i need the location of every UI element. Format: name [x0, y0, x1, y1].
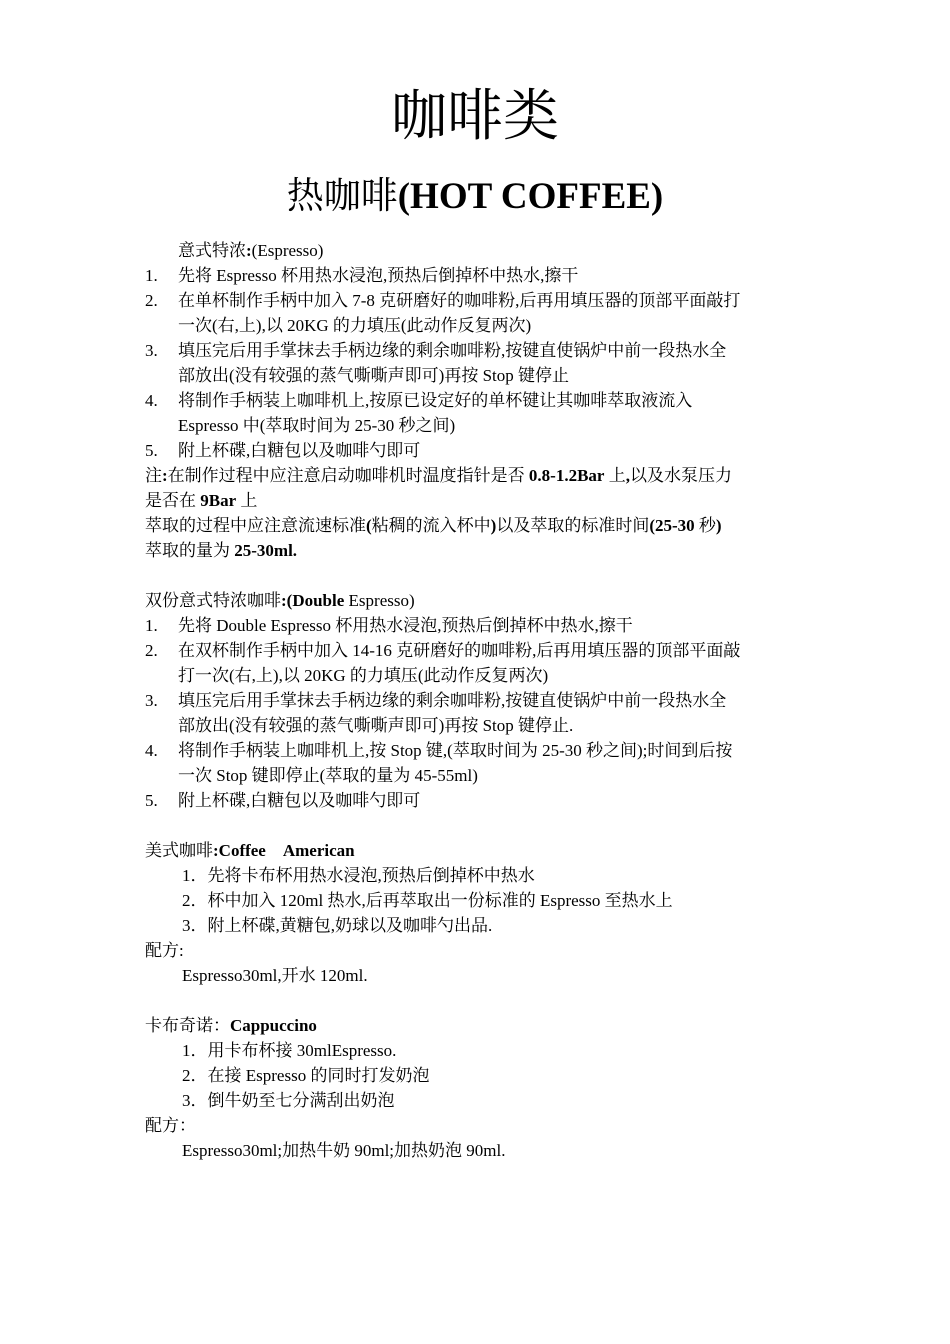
double-step-5-number: 5. [145, 791, 158, 810]
double-step-1-number: 1. [145, 616, 158, 635]
section-title-hot-coffee [0, 172, 950, 222]
double-step-4-number: 4. [145, 741, 158, 760]
espresso-step-2-line-1: 在单杯制作手柄中加入 7-8 克研磨好的咖啡粉,后再用填压器的顶部平面敲打 [178, 291, 741, 310]
espresso-step-3-number: 3. [145, 341, 158, 360]
espresso-note-line-3: 萃取的过程中应注意流速标准(粘稠的流入杯中)以及萃取的标准时间(25-30 秒) [145, 516, 722, 535]
espresso-step-2-number: 2. [145, 291, 158, 310]
espresso-note-line-4: 萃取的量为 25-30ml. [145, 541, 298, 560]
espresso-step-1-number: 1. [145, 266, 158, 285]
double-step-3-line-1: 填压完后用手掌抹去手柄边缘的剩余咖啡粉,按键直使锅炉中前一段热水全 [178, 691, 727, 710]
espresso-step-3-line-1: 填压完后用手掌抹去手柄边缘的剩余咖啡粉,按键直使锅炉中前一段热水全 [178, 341, 727, 360]
espresso-step-5: 附上杯碟,白糖包以及咖啡勺即可 [178, 441, 421, 460]
american-step-2: 2．杯中加入 120ml 热水,后再萃取出一份标准的 Espresso 至热水上 [182, 891, 673, 910]
american-step-1: 1．先将卡布杯用热水浸泡,预热后倒掉杯中热水 [182, 866, 535, 885]
espresso-step-4-line-2: Espresso 中(萃取时间为 25-30 秒之间) [178, 416, 456, 435]
double-espresso-heading: 双份意式特浓咖啡:(Double Espresso) [145, 591, 415, 610]
double-step-3-number: 3. [145, 691, 158, 710]
cappuccino-heading: 卡布奇诺：Cappuccino [145, 1016, 317, 1035]
cappuccino-step-3: 3．倒牛奶至七分满刮出奶泡 [182, 1091, 395, 1110]
espresso-note-line-1: 注:在制作过程中应注意启动咖啡机时温度指针是否 0.8-1.2Bar 上,以及水泵压力 [145, 466, 732, 485]
espresso-step-2-line-2: 一次(右,上),以 20KG 的力填压(此动作反复两次) [178, 316, 532, 335]
subtitle-en: (HOT COFFEE) [397, 176, 664, 217]
american-recipe-label: 配方: [145, 941, 184, 960]
espresso-step-3-line-2: 部放出(没有较强的蒸气嘶嘶声即可)再按 Stop 键停止 [178, 366, 569, 385]
double-step-4-line-2: 一次 Stop 键即停止(萃取的量为 45-55ml) [178, 766, 478, 785]
subtitle-cn: 热咖啡 [286, 176, 398, 217]
espresso-step-5-number: 5. [145, 441, 158, 460]
cappuccino-step-2: 2．在接 Espresso 的同时打发奶泡 [182, 1066, 430, 1085]
american-heading: 美式咖啡:Coffee American [145, 841, 355, 860]
cappuccino-recipe: Espresso30ml;加热牛奶 90ml;加热奶泡 90ml. [182, 1141, 506, 1160]
cappuccino-step-1: 1．用卡布杯接 30mlEspresso. [182, 1041, 397, 1060]
american-recipe: Espresso30ml,开水 120ml. [182, 966, 368, 985]
cappuccino-recipe-label: 配方： [145, 1116, 196, 1135]
double-step-2-line-2: 打一次(右,上),以 20KG 的力填压(此动作反复两次) [178, 666, 549, 685]
espresso-note-line-2: 是否在 9Bar 上 [145, 491, 258, 510]
espresso-step-1: 先将 Espresso 杯用热水浸泡,预热后倒掉杯中热水,擦干 [178, 266, 579, 285]
espresso-step-4-line-1: 将制作手柄装上咖啡机上,按原已设定好的单杯键让其咖啡萃取液流入 [178, 391, 693, 410]
espresso-heading: 意式特浓:(Espresso) [178, 241, 324, 260]
double-step-1: 先将 Double Espresso 杯用热水浸泡,预热后倒掉杯中热水,擦干 [178, 616, 633, 635]
double-step-3-line-2: 部放出(没有较强的蒸气嘶嘶声即可)再按 Stop 键停止. [178, 716, 574, 735]
double-step-2-line-1: 在双杯制作手柄中加入 14-16 克研磨好的咖啡粉,后再用填压器的顶部平面敲 [178, 641, 741, 660]
page-title: 咖啡类 [391, 86, 559, 148]
american-step-3: 3．附上杯碟,黄糖包,奶球以及咖啡勺出品. [182, 916, 493, 935]
double-step-2-number: 2. [145, 641, 158, 660]
double-step-5: 附上杯碟,白糖包以及咖啡勺即可 [178, 791, 421, 810]
double-step-4-line-1: 将制作手柄装上咖啡机上,按 Stop 键,(萃取时间为 25-30 秒之间);时间到后按 [178, 741, 733, 760]
espresso-step-4-number: 4. [145, 391, 158, 410]
